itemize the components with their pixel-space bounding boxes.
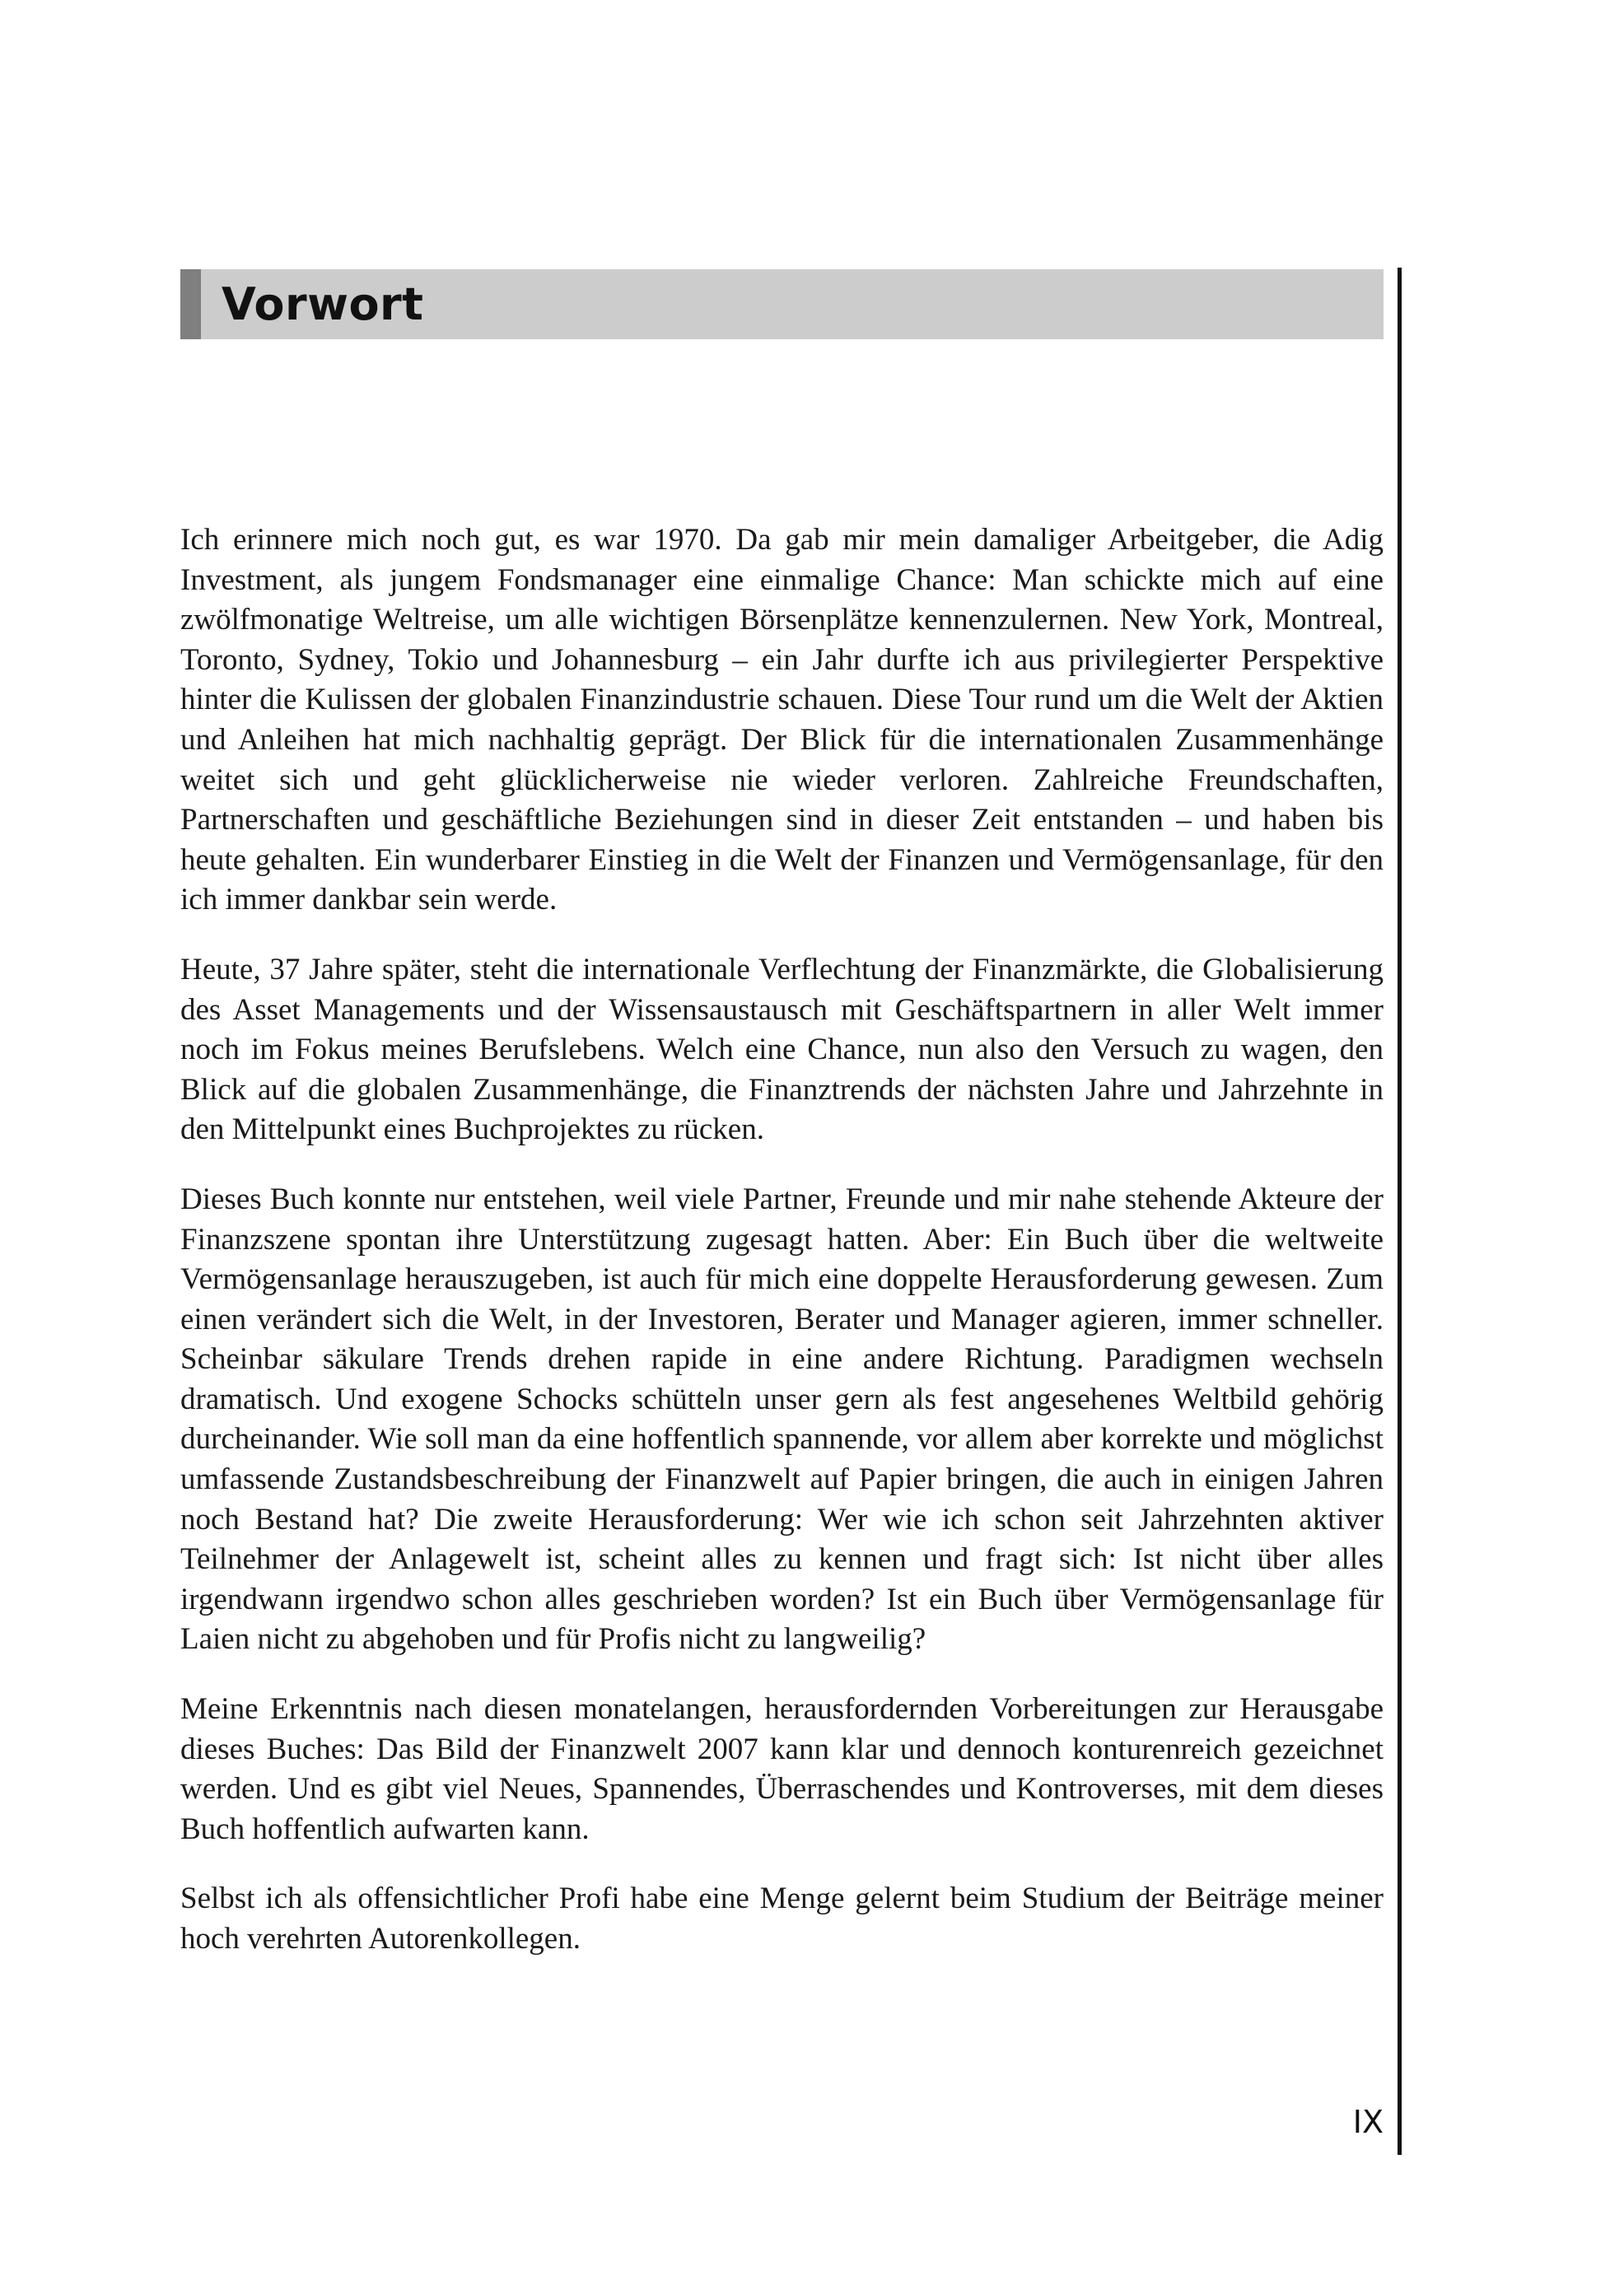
chapter-header-accent — [180, 269, 201, 339]
chapter-header-bar — [180, 269, 1384, 339]
paragraph-4: Meine Erkenntnis nach diesen monatelangen, herausfordernden Vorbereitungen zur Herausgabe dieses Buches: Das Bild der Finanzwelt 2007 kann klar und dennoch konturenreich gezeichnet werden. Und es gibt viel Neues, Spannendes, Überraschendes und Kontroverses, mit dem dieses Buch hoffentlich aufwarten kann. — [180, 1692, 1384, 1846]
chapter-title: Vorwort — [222, 278, 424, 330]
paragraph-2: Heute, 37 Jahre später, steht die internationale Verflechtung der Finanzmärkte, die Globalisierung des Asset Managements und der Wissensaustausch mit Geschäftspartnern in aller Welt immer noch im Fokus meines Berufslebens. Welch eine Chance, nun also den Versuch zu wagen, den Blick auf die globalen Zusammenhänge, die Finanztrends der nächsten Jahre und Jahrzehnte in den Mittelpunkt eines Buchprojektes zu rücken. — [180, 952, 1384, 1147]
paragraph-5: Selbst ich als offensichtlicher Profi habe eine Menge gelernt beim Studium der Beiträge meiner hoch verehrten Autorenkollegen. — [180, 1882, 1384, 1956]
right-margin-rule — [1398, 268, 1402, 2155]
body-text — [180, 520, 1384, 1989]
page-number: IX — [1352, 2104, 1384, 2140]
paragraph-1: Ich erinnere mich noch gut, es war 1970. Da gab mir mein damaliger Arbeitgeber, die Adig Investment, als jungem Fondsmanager eine einmalige Chance: Man schickte mich auf eine zwölfmonatige Weltreise, um alle wichtigen Börsenplätze kennenzulernen. New York, Montreal, Toronto, Sydney, Tokio und Johannesburg – ein Jahr durfte ich aus privilegierter Perspektive hinter die Kulissen der globalen Finanzindustrie schauen. Diese Tour rund um die Welt der Aktien und Anleihen hat mich nachhaltig geprägt. Der Blick für die internationalen Zusammenhänge weitet sich und geht glücklicherweise nie wieder verloren. Zahlreiche Freundschaften, Partnerschaften und geschäftliche Beziehungen sind in dieser Zeit entstanden – und haben bis heute gehalten. Ein wunderbarer Einstieg in die Welt der Finanzen und Vermögensanlage, für den ich immer dankbar sein werde. — [180, 523, 1384, 917]
paragraph-3: Dieses Buch konnte nur entstehen, weil viele Partner, Freunde und mir nahe stehende Akteure der Finanzszene spontan ihre Unterstützung zugesagt hatten. Aber: Ein Buch über die weltweite Vermögensanlage herauszugeben, ist auch für mich eine doppelte Herausforderung gewesen. Zum einen verändert sich die Welt, in der Investoren, Berater und Manager agieren, immer schneller. Scheinbar säkulare Trends drehen rapide in eine andere Richtung. Paradigmen wechseln dramatisch. Und exogene Schocks schütteln unser gern als fest angesehenes Weltbild gehörig durcheinander. Wie soll man da eine hoffentlich spannende, vor allem aber korrekte und möglichst umfassende Zustandsbeschreibung der Finanzwelt auf Papier bringen, die auch in einigen Jahren noch Bestand hat? Die zweite Herausforderung: Wer wie ich schon seit Jahrzehnten aktiver Teilnehmer der Anlagewelt ist, scheint alles zu kennen und fragt sich: Ist nicht über alles irgendwann irgendwo schon alles geschrieben worden? Ist ein Buch über Vermögensanlage für Laien nicht zu abgehoben und für Profis nicht zu langweilig? — [180, 1182, 1384, 1657]
